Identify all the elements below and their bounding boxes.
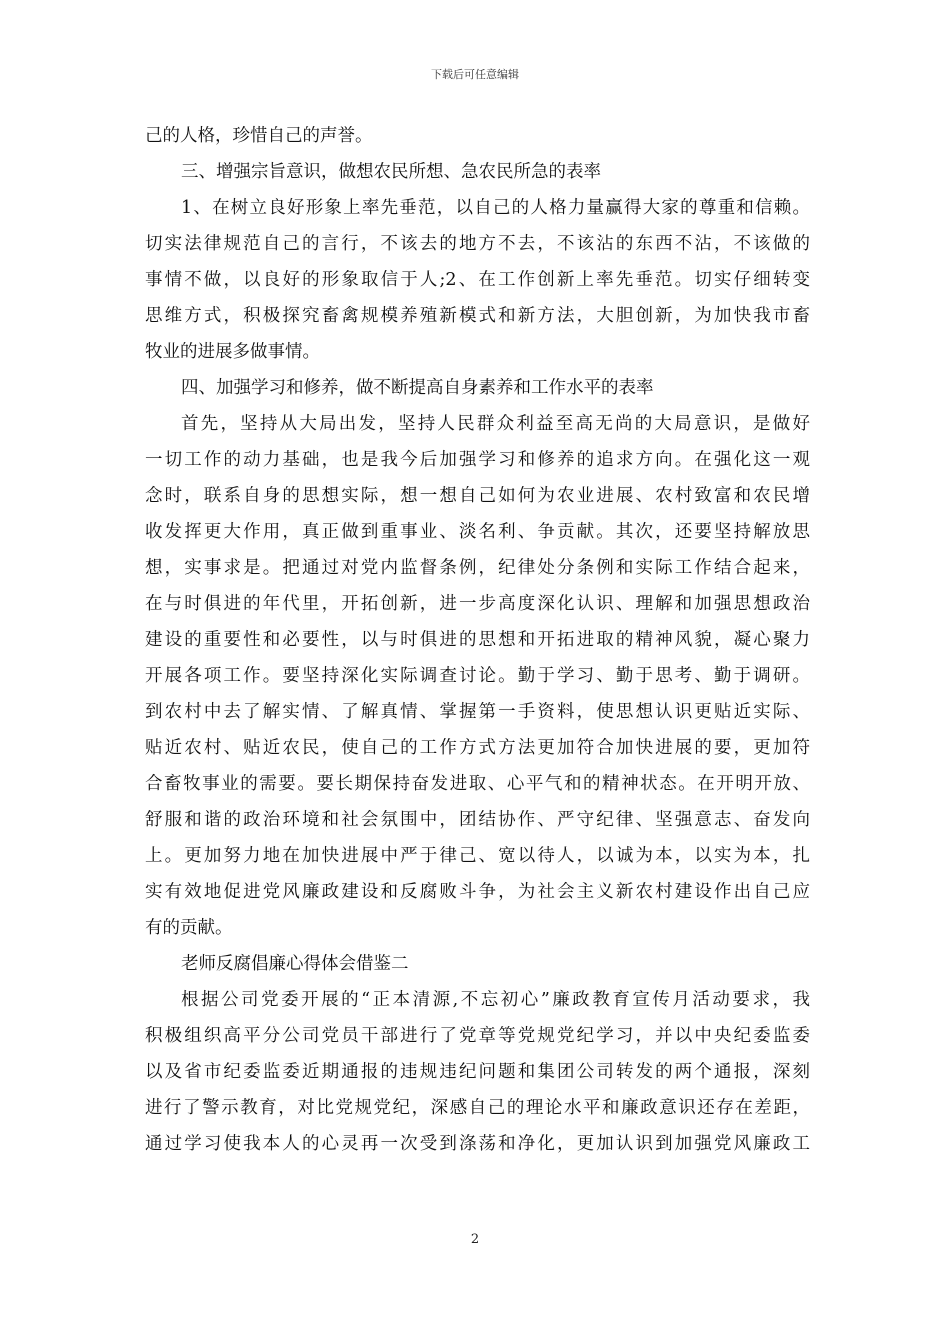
- text-line: 舒服和谐的政治环境和社会氛围中，团结协作、严守纪律、坚强意志、奋发向: [145, 810, 810, 830]
- text-line: 到农村中去了解实情、了解真情、掌握第一手资料，使思想认识更贴近实际、: [145, 702, 810, 722]
- text-line: 以及省市纪委监委近期通报的违规违纪问题和集团公司转发的两个通报，深刻: [145, 1062, 810, 1082]
- page-header: 下载后可任意编辑: [431, 68, 519, 81]
- page-number: 2: [470, 1232, 480, 1247]
- text-line: 进行了警示教育，对比党规党纪，深感自己的理论水平和廉政意识还存在差距，: [145, 1098, 810, 1118]
- section-heading-3: 三、增强宗旨意识，做想农民所想、急农民所急的表率: [181, 162, 601, 182]
- text-line: 积极组织高平分公司党员干部进行了党章等党规党纪学习，并以中央纪委监委: [145, 1026, 810, 1046]
- text-line: 切实法律规范自己的言行，不该去的地方不去，不该沾的东西不沾，不该做的: [145, 234, 810, 254]
- text-line: 通过学习使我本人的心灵再一次受到涤荡和净化，更加认识到加强党风廉政工: [145, 1134, 810, 1154]
- article-title: 老师反腐倡廉心得体会借鉴二: [181, 954, 409, 974]
- text-line: 上。更加努力地在加快进展中严于律己、宽以待人，以诚为本，以实为本，扎: [145, 846, 810, 866]
- text-line: 收发挥更大作用，真正做到重事业、淡名利、争贡献。其次，还要坚持解放思: [145, 522, 810, 542]
- text-line: 己的人格，珍惜自己的声誉。: [145, 126, 373, 146]
- text-line: 贴近农村、贴近农民，使自己的工作方式方法更加符合加快进展的要，更加符: [145, 738, 810, 758]
- text-line: 事情不做，以良好的形象取信于人;2、在工作创新上率先垂范。切实仔细转变: [145, 270, 810, 290]
- text-line: 建设的重要性和必要性，以与时俱进的思想和开拓进取的精神风貌，凝心聚力: [145, 630, 810, 650]
- text-line: 思维方式，积极探究畜禽规模养殖新模式和新方法，大胆创新，为加快我市畜: [145, 306, 810, 326]
- text-line: 合畜牧事业的需要。要长期保持奋发进取、心平气和的精神状态。在开明开放、: [145, 774, 810, 794]
- text-line: 实有效地促进党风廉政建设和反腐败斗争，为社会主义新农村建设作出自己应: [145, 882, 810, 902]
- document-body: [145, 118, 810, 1162]
- text-line: 首先，坚持从大局出发，坚持人民群众利益至高无尚的大局意识，是做好: [181, 414, 810, 434]
- text-line: 牧业的进展多做事情。: [145, 342, 320, 362]
- text-line: 在与时俱进的年代里，开拓创新，进一步高度深化认识、理解和加强思想政治: [145, 594, 810, 614]
- text-line: 开展各项工作。要坚持深化实际调查讨论。勤于学习、勤于思考、勤于调研。: [145, 666, 810, 686]
- text-line: 有的贡献。: [145, 918, 233, 938]
- section-heading-4: 四、加强学习和修养，做不断提高自身素养和工作水平的表率: [181, 378, 654, 398]
- text-line: 念时，联系自身的思想实际，想一想自己如何为农业进展、农村致富和农民增: [145, 486, 810, 506]
- text-line: 1、在树立良好形象上率先垂范，以自己的人格力量赢得大家的尊重和信赖。: [181, 198, 810, 218]
- text-line: 根据公司党委开展的“正本清源,不忘初心”廉政教育宣传月活动要求，我: [181, 990, 810, 1010]
- text-line: 想，实事求是。把通过对党内监督条例，纪律处分条例和实际工作结合起来，: [145, 558, 810, 578]
- text-line: 一切工作的动力基础，也是我今后加强学习和修养的追求方向。在强化这一观: [145, 450, 810, 470]
